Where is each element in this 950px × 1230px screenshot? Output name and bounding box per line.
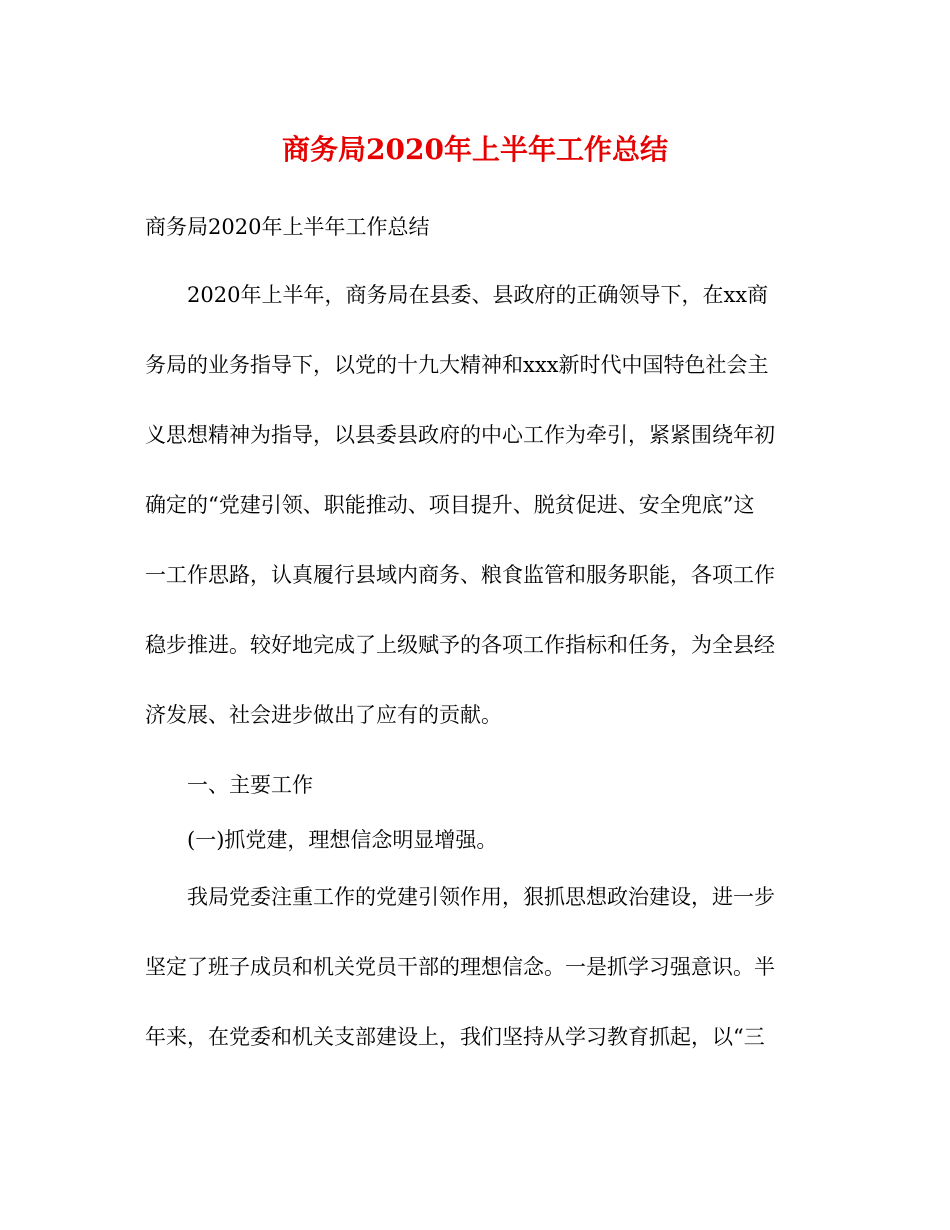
subsection-heading-text: (一)抓党建，理想信念明显增强。 xyxy=(187,828,498,852)
body-line-3: 年来，在党委和机关支部建设上，我们坚持从学习教育抓起，以“三 xyxy=(145,1025,765,1049)
intro-line-3: 义思想精神为指导，以县委县政府的中心工作为牵引，紧紧围绕年初 xyxy=(145,423,775,447)
intro-line-1: 2020年上半年，商务局在县委、县政府的正确领导下，在xx商 xyxy=(187,283,769,307)
subsection-heading xyxy=(145,827,803,854)
intro-line-5: 一工作思路，认真履行县域内商务、粮食监管和服务职能，各项工作 xyxy=(145,563,775,587)
section-heading-text: 一、主要工作 xyxy=(187,773,313,797)
body-line-1: 我局党委注重工作的党建引领作用，狠抓思想政治建设，进一步 xyxy=(187,885,775,909)
section-heading xyxy=(145,772,803,799)
intro-line-6: 稳步推进。较好地完成了上级赋予的各项工作指标和任务，为全县经 xyxy=(145,633,775,657)
intro-line-4: 确定的“党建引领、职能推动、项目提升、脱贫促进、安全兜底”这 xyxy=(145,493,755,517)
subtitle-line: 商务局2020年上半年工作总结 xyxy=(145,215,430,239)
document-title: 商务局2020年上半年工作总结 xyxy=(282,133,668,166)
body-line-2: 坚定了班子成员和机关党员干部的理想信念。一是抓学习强意识。半 xyxy=(145,955,775,979)
document-subtitle xyxy=(145,214,803,241)
intro-paragraph xyxy=(145,282,803,729)
intro-line-7: 济发展、社会进步做出了应有的贡献。 xyxy=(145,703,502,727)
body-paragraph xyxy=(145,884,803,1051)
intro-line-2: 务局的业务指导下，以党的十九大精神和xxx新时代中国特色社会主 xyxy=(145,353,769,377)
document-body xyxy=(145,214,803,1051)
